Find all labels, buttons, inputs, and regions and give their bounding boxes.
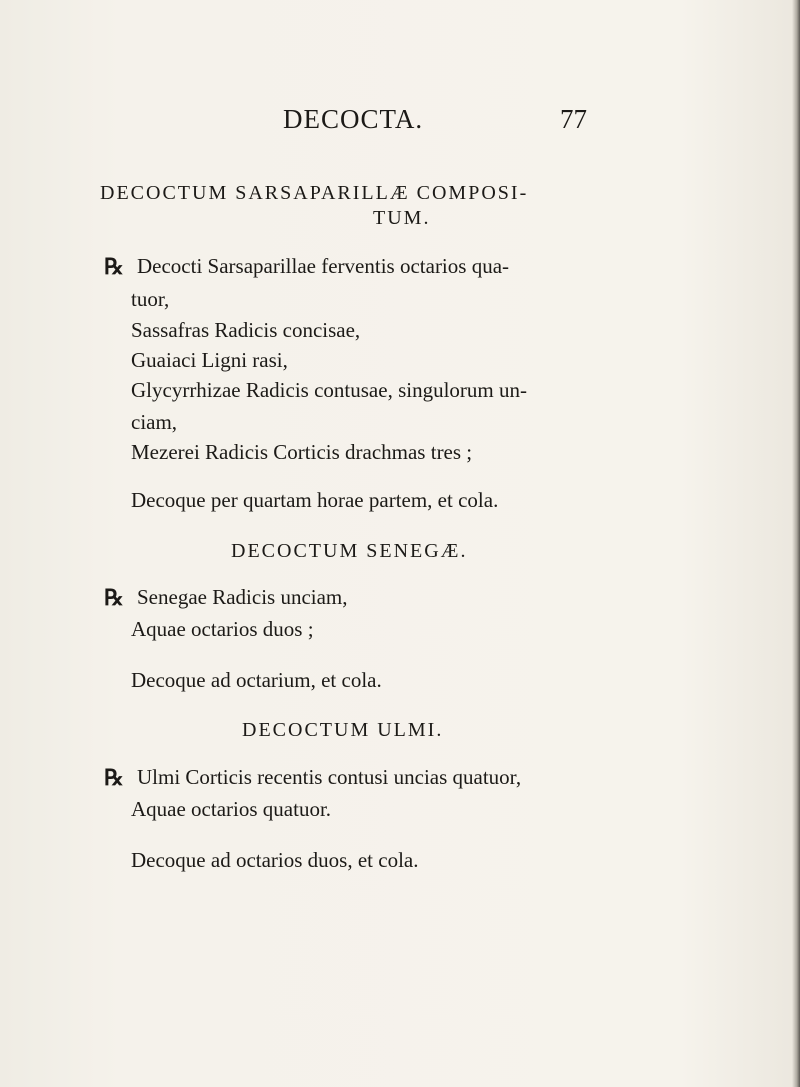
recipe-title: DECOCTUM SARSAPARILLÆ COMPOSI- [100, 182, 529, 204]
ingredient-line: Mezerei Radicis Corticis drachmas tres ; [131, 440, 473, 464]
ingredient-line: Senegae Radicis unciam, [137, 585, 348, 609]
recipe-title-continuation: TUM. [373, 207, 431, 229]
recipe-instruction: Decoque ad octarium, et cola. [131, 668, 382, 692]
rx-symbol: ℞ [104, 254, 124, 279]
recipe-instruction: Decoque per quartam horae partem, et cola. [131, 488, 499, 512]
ingredient-line: ciam, [131, 410, 178, 434]
running-head: DECOCTA. [283, 104, 424, 134]
ingredient-line: Sassafras Radicis concisae, [131, 318, 361, 342]
rx-symbol: ℞ [104, 765, 124, 790]
ingredient-line: Decocti Sarsaparillae ferventis octarios qua- [137, 254, 510, 278]
recipe-title: DECOCTUM ULMI. [242, 719, 444, 741]
ingredient-line: Glycyrrhizae Radicis contusae, singulorum un- [131, 378, 527, 402]
ingredient-line: tuor, [131, 287, 170, 311]
page-header [0, 104, 800, 144]
page-number: 77 [560, 104, 587, 134]
page-edge-shadow [792, 0, 800, 1087]
ingredient-line: Guaiaci Ligni rasi, [131, 348, 288, 372]
rx-symbol: ℞ [104, 585, 124, 610]
ingredient-line: Aquae octarios quatuor. [131, 797, 332, 821]
recipe-title: DECOCTUM SENEGÆ. [231, 540, 468, 562]
ingredient-line: Aquae octarios duos ; [131, 617, 314, 641]
ingredient-line: Ulmi Corticis recentis contusi uncias quatuor, [137, 765, 522, 789]
recipe-instruction: Decoque ad octarios duos, et cola. [131, 848, 419, 872]
